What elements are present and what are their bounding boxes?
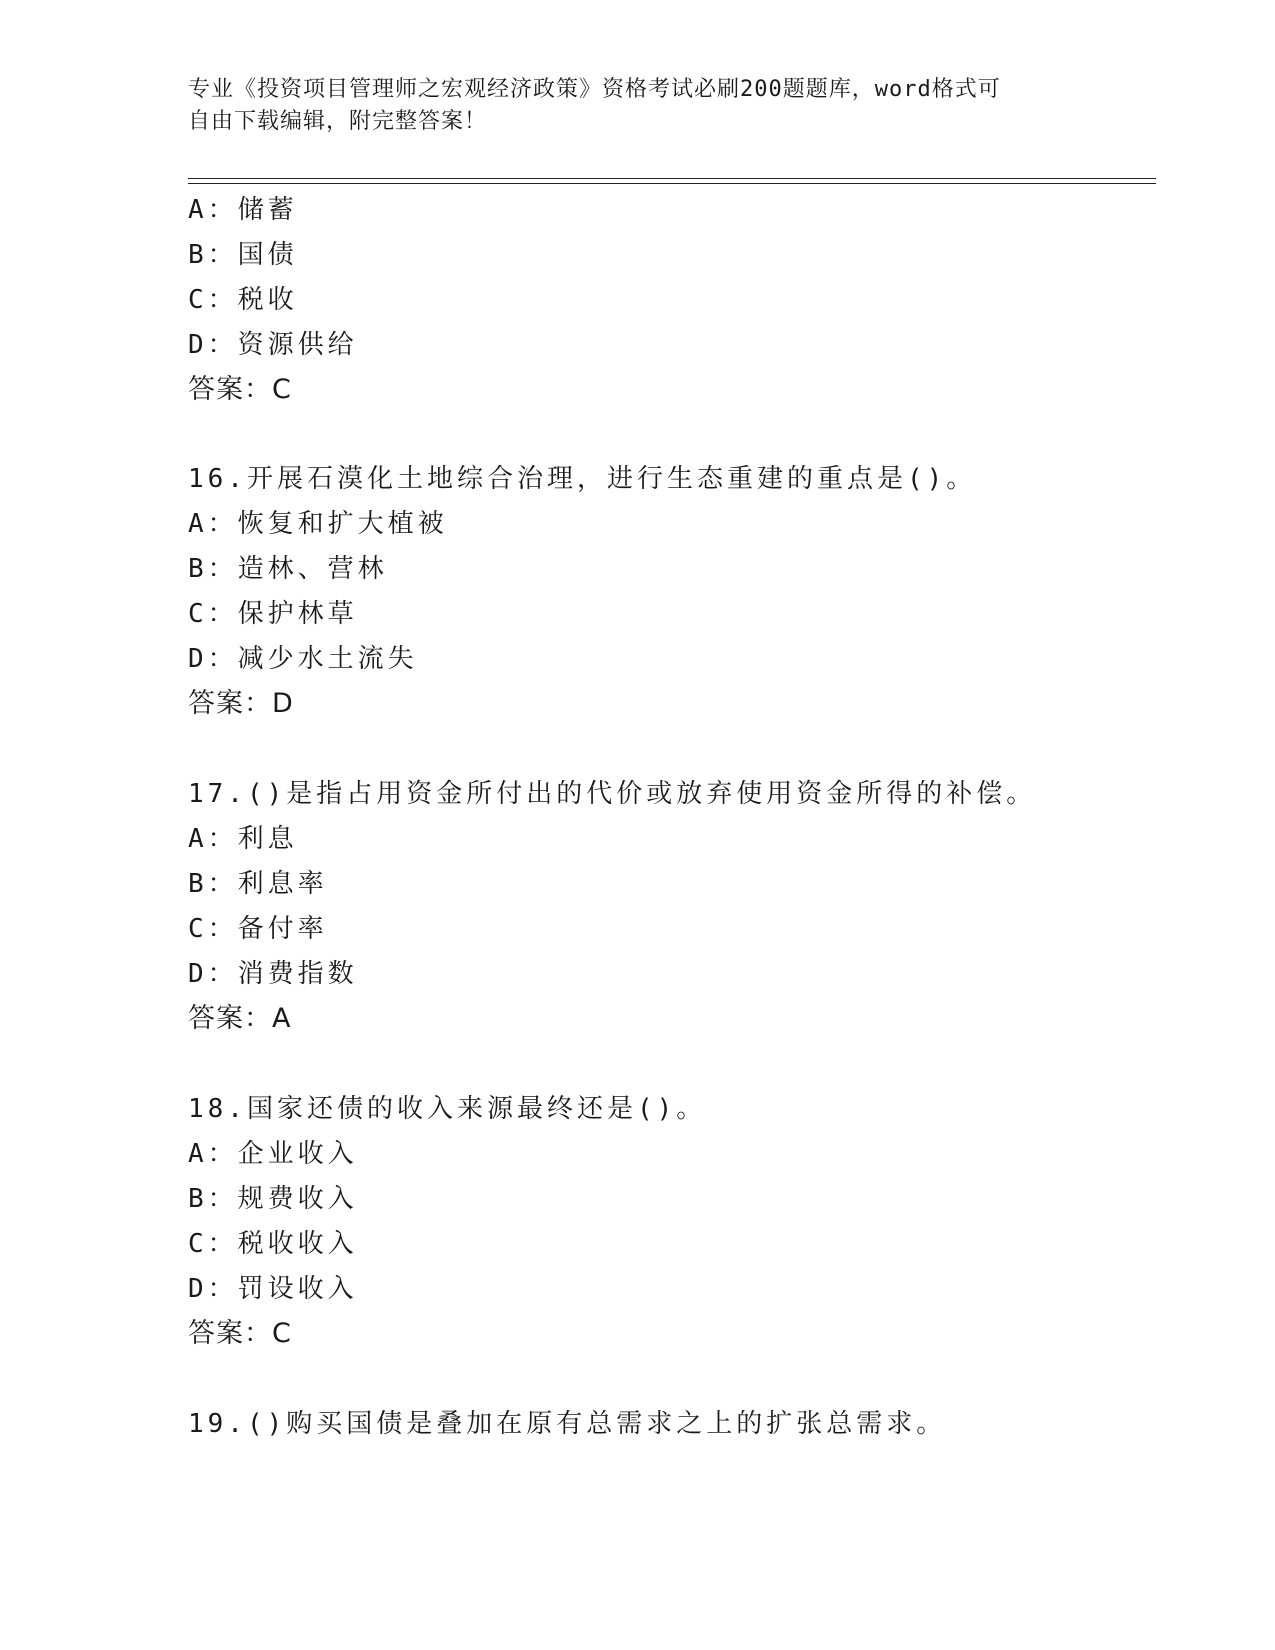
- answer-line: 答案：C: [188, 1318, 292, 1349]
- option-a: A：储蓄: [188, 195, 298, 225]
- question-stem: 19.()购买国债是叠加在原有总需求之上的扩张总需求。: [188, 1409, 947, 1439]
- option-c: C：税收收入: [188, 1229, 358, 1259]
- header-line-2: 自由下载编辑，附完整答案！: [188, 109, 488, 134]
- answer-line: 答案：A: [188, 1003, 292, 1034]
- header-divider-bottom: [188, 183, 1156, 184]
- option-c: C：保护林草: [188, 599, 358, 629]
- option-a: A：企业收入: [188, 1139, 358, 1169]
- answer-line: 答案：D: [188, 688, 294, 719]
- option-d: D：消费指数: [188, 959, 358, 989]
- option-d: D：罚设收入: [188, 1274, 358, 1304]
- option-b: B：利息率: [188, 869, 328, 899]
- question-stem: 16.开展石漠化土地综合治理，进行生态重建的重点是()。: [188, 464, 977, 494]
- question-stem: 17.()是指占用资金所付出的代价或放弃使用资金所得的补偿。: [188, 779, 1037, 809]
- option-c: C：税收: [188, 285, 298, 315]
- header-divider-top: [188, 178, 1156, 179]
- answer-line: 答案：C: [188, 374, 292, 405]
- header-line-1: 专业《投资项目管理师之宏观经济政策》资格考试必刷200题题库，word格式可: [188, 77, 1001, 102]
- option-b: B：规费收入: [188, 1184, 358, 1214]
- option-b: B：国债: [188, 240, 298, 270]
- option-b: B：造林、营林: [188, 554, 388, 584]
- option-a: A：恢复和扩大植被: [188, 509, 448, 539]
- option-a: A：利息: [188, 824, 298, 854]
- question-stem: 18.国家还债的收入来源最终还是()。: [188, 1094, 707, 1124]
- option-d: D：减少水土流失: [188, 644, 418, 674]
- document-header: [188, 74, 1088, 138]
- option-c: C：备付率: [188, 914, 328, 944]
- option-d: D：资源供给: [188, 330, 358, 360]
